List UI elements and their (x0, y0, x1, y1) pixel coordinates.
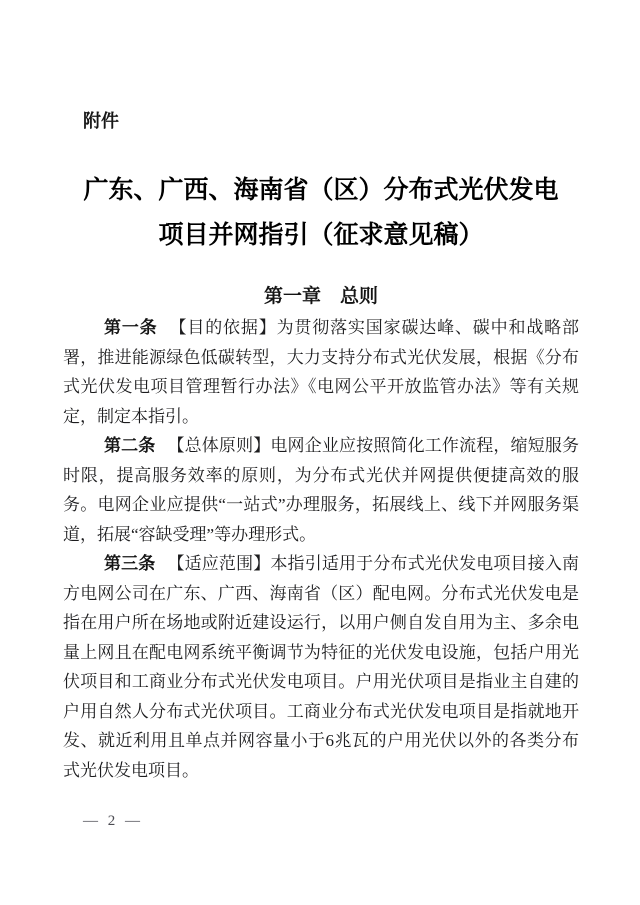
articles-body (63, 313, 579, 785)
article-number-3: 第三条 (104, 554, 156, 573)
page-number: — 2 — (83, 813, 143, 829)
document-title-line-1: 广东、广西、海南省（区）分布式光伏发电 (83, 177, 559, 204)
chapter-heading: 第一章 总则 (263, 286, 378, 307)
document-title (63, 168, 579, 258)
article-text-3: 【适应范围】本指引适用于分布式光伏发电项目接入南方电网公司在广东、广西、海南省（区）配电网。分布式光伏发电是指在用户所在场地或附近建设运行，以用户侧自发自用为主、多余电量上网且在配电网系统平衡调节为特征的光伏发电设施，包括户用光伏项目和工商业分布式光伏发电项目。户用光伏项目是指业主自建的户用自然人分布式光伏项目。工商业分布式光伏发电项目是指就地开发、就近利用且单点并网容量小于6兆瓦的户用光伏以外的各类分布式光伏发电项目。 (63, 554, 580, 780)
article-paragraph-2 (63, 431, 579, 549)
article-number-1: 第一条 (104, 318, 158, 337)
article-paragraph-1 (63, 313, 579, 431)
attachment-label: 附件 (83, 111, 119, 131)
document-title-line-2: 项目并网指引（征求意见稿） (158, 222, 484, 249)
article-text-1: 【目的依据】为贯彻落实国家碳达峰、碳中和战略部署，推进能源绿色低碳转型，大力支持分布式光伏发展，根据《分布式光伏发电项目管理暂行办法》《电网公平开放监管办法》等有关规定，制定本指引。 (63, 318, 580, 426)
article-number-2: 第二条 (104, 436, 156, 455)
article-text-2: 【总体原则】电网企业应按照简化工作流程，缩短服务时限，提高服务效率的原则，为分布式光伏并网提供便捷高效的服务。电网企业应提供“一站式”办理服务，拓展线上、线下并网服务渠道，拓展“容缺受理”等办理形式。 (63, 436, 580, 544)
article-paragraph-3 (63, 549, 579, 785)
